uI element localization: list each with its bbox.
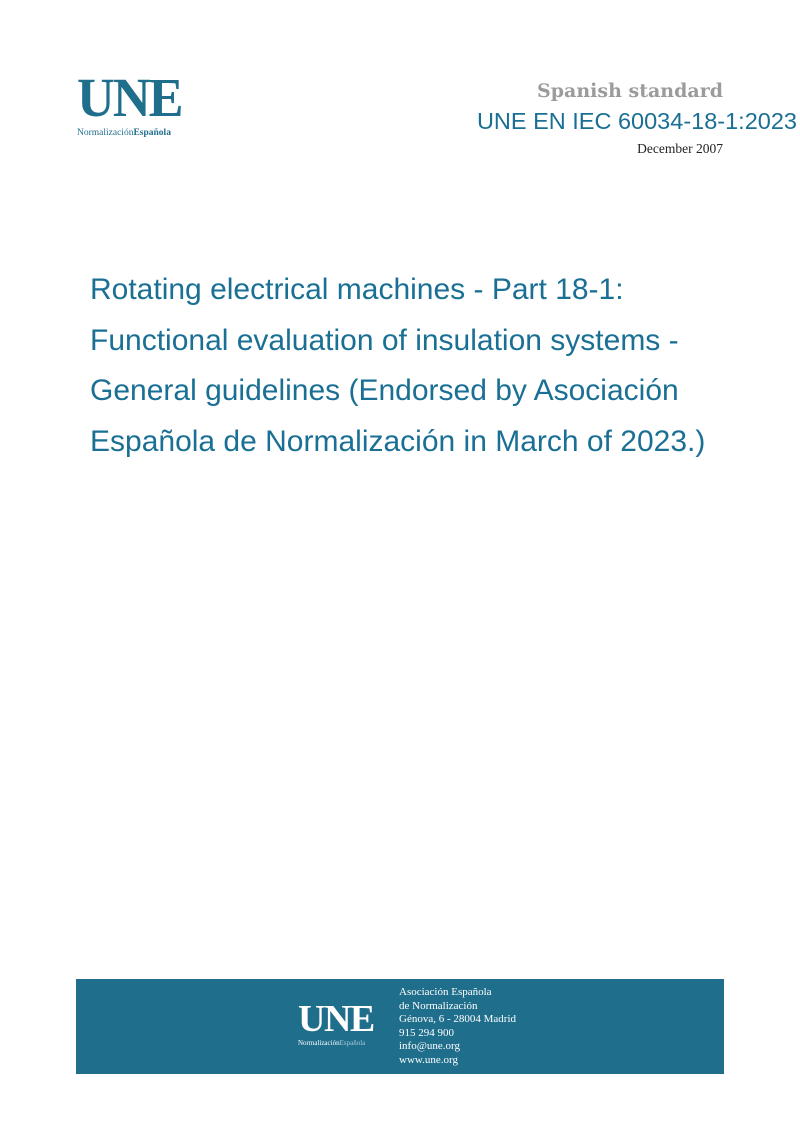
document-title: Rotating electrical machines - Part 18-1: Functional evaluation of insulation systems - General guidelines (Endorsed by Asociación Española de Normalización in March of 2023.) [90, 273, 706, 458]
footer-band [76, 979, 724, 1074]
logo-sub-regular: Normalización [77, 128, 134, 138]
footer-logo-sub-light: Española [339, 1039, 366, 1047]
footer-logo-sub-regular: Normalización [298, 1039, 340, 1047]
footer-logo [298, 998, 374, 1047]
standard-label: Spanish standard [537, 80, 723, 102]
address-line-org-2: de Normalización [399, 999, 478, 1012]
address-line-street: Génova, 6 - 28004 Madrid [399, 1013, 517, 1025]
address-line-phone: 915 294 900 [399, 1026, 454, 1039]
standard-header [400, 78, 800, 160]
une-logo [77, 67, 207, 138]
address-line-org: Asociación Española [399, 986, 492, 998]
standard-date: December 2007 [637, 141, 723, 156]
footer-logo-subtitle [298, 1039, 374, 1047]
standard-code: UNE EN IEC 60034-18-1:2023 [476, 108, 797, 134]
une-logo-subtitle [77, 128, 207, 138]
logo-sub-bold: Española [133, 128, 171, 138]
address-line-website: www.une.org [399, 1053, 458, 1066]
footer-logo-mark: UNE [298, 998, 374, 1040]
footer-address [399, 986, 516, 1067]
address-line-email: info@une.org [399, 1040, 460, 1052]
une-logo-mark: UNE [77, 67, 182, 128]
